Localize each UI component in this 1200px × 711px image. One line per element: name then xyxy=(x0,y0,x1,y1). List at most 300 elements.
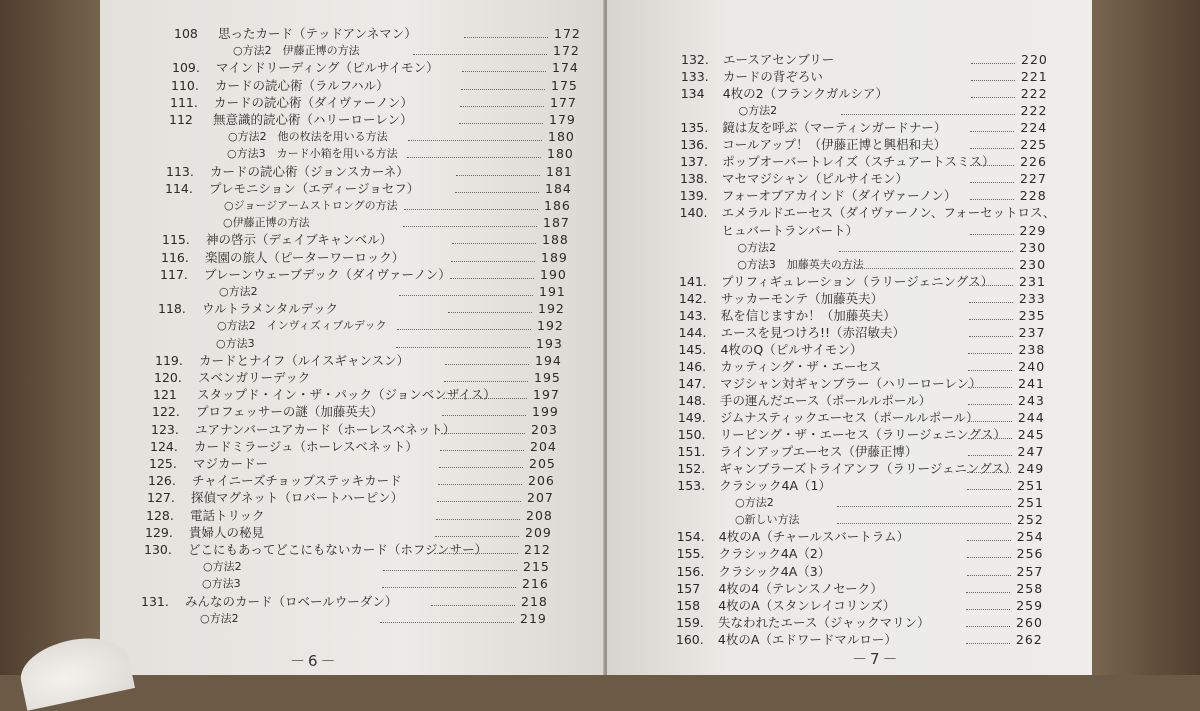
leader-dots xyxy=(837,523,1011,524)
leader-dots xyxy=(404,209,538,210)
toc-entry xyxy=(148,473,568,489)
leader-dots xyxy=(448,312,532,313)
entry-title: カードの背ぞろい xyxy=(722,69,823,85)
entry-page-number: 192 xyxy=(538,301,565,317)
entry-page-number: 240 xyxy=(1018,358,1046,374)
leader-dots xyxy=(968,438,1012,439)
entry-title: 電話トリック xyxy=(190,507,265,523)
entry-title: ○伊藤正博の方法 xyxy=(223,216,310,230)
entry-page-number: 241 xyxy=(1018,375,1045,391)
entry-number: 121 xyxy=(153,387,177,403)
toc-entry xyxy=(676,581,1076,597)
leader-dots xyxy=(383,570,517,571)
entry-number: 144. xyxy=(678,324,707,340)
entry-number: 147. xyxy=(678,375,706,391)
entry-title: ○方法3 カード小箱を用いる方法 xyxy=(227,147,398,161)
leader-dots xyxy=(461,89,545,90)
entry-title: 4枚のQ（ピルサイモン） xyxy=(720,341,863,357)
entry-page-number: 260 xyxy=(1016,614,1043,630)
toc-entry xyxy=(140,611,560,627)
entry-title: カードの読心術（ダイヴァーノン） xyxy=(214,94,413,110)
entry-number: 146. xyxy=(678,358,707,374)
entry-number: 117. xyxy=(160,266,188,282)
leader-dots xyxy=(969,285,1013,286)
leader-dots xyxy=(839,268,1013,269)
toc-entry xyxy=(165,181,585,197)
toc-entry xyxy=(677,495,1077,511)
entry-page-number: 191 xyxy=(539,284,566,299)
leader-dots xyxy=(839,251,1013,252)
entry-page-number: 256 xyxy=(1016,546,1044,562)
entry-title: クラシック4A（3） xyxy=(718,563,831,579)
leader-dots xyxy=(380,622,514,623)
entry-page-number: 187 xyxy=(543,215,570,231)
toc-entry xyxy=(677,512,1077,528)
toc-entry xyxy=(173,43,593,59)
entry-title: マセマジシャン（ピルサイモン） xyxy=(721,171,909,187)
entry-title: 私を信じますか！（加藤英夫） xyxy=(720,307,896,323)
leader-dots xyxy=(968,404,1012,405)
leader-dots xyxy=(970,182,1014,183)
leader-dots xyxy=(970,199,1014,200)
leader-dots xyxy=(436,519,520,520)
toc-entry xyxy=(681,103,1081,119)
toc-entry xyxy=(150,439,570,455)
entry-title: カードミラージュ（ホーレスベネット） xyxy=(194,438,418,454)
toc-entry xyxy=(678,342,1078,358)
toc-entry xyxy=(679,325,1079,341)
entry-page-number: 193 xyxy=(536,335,563,351)
entry-number: 118. xyxy=(158,301,186,317)
toc-entry xyxy=(141,594,561,610)
entry-title: 4枚のA（スタンレイコリンズ） xyxy=(718,597,896,613)
entry-number: 145. xyxy=(678,341,707,357)
toc-entry xyxy=(146,508,566,524)
toc-entry xyxy=(680,188,1080,204)
entry-page-number: 221 xyxy=(1020,69,1048,85)
entry-page-number: 215 xyxy=(523,559,550,575)
toc-entry xyxy=(677,461,1077,477)
toc-entry xyxy=(680,137,1080,153)
leader-dots xyxy=(464,37,548,38)
entry-page-number: 230 xyxy=(1019,239,1047,255)
leader-dots xyxy=(969,302,1013,303)
entry-title: どこにもあってどこにもないカード（ホフジンサー） xyxy=(188,542,488,557)
entry-page-number: 186 xyxy=(544,198,571,213)
entry-number: 108 xyxy=(174,26,198,41)
toc-entry xyxy=(678,393,1078,409)
entry-number: 129. xyxy=(145,524,173,540)
entry-page-number: 172 xyxy=(554,26,581,41)
page-number-right: －7－ xyxy=(852,650,901,668)
entry-page-number: 175 xyxy=(551,77,578,93)
leader-dots xyxy=(970,234,1014,235)
toc-entry xyxy=(679,291,1079,307)
entry-page-number: 212 xyxy=(524,542,551,557)
entry-page-number: 199 xyxy=(532,404,559,420)
leader-dots xyxy=(396,347,530,348)
toc-entry xyxy=(676,615,1076,631)
toc-entry xyxy=(680,120,1080,136)
entry-title: 4枚のA（エドワードマルロー） xyxy=(717,631,897,647)
entry-number: 158 xyxy=(676,597,701,613)
entry-title: カードの読心術（ジョンスカーネ） xyxy=(210,163,409,179)
entry-number: 130. xyxy=(144,542,172,557)
leader-dots xyxy=(443,398,527,399)
entry-page-number: 207 xyxy=(527,490,554,506)
toc-entry xyxy=(159,284,579,300)
toc-entry xyxy=(681,69,1081,85)
entry-title: 失なわれたエース（ジャックマリン） xyxy=(718,614,930,630)
entry-number: 119. xyxy=(155,352,183,368)
toc-entry xyxy=(151,422,571,438)
entry-page-number: 189 xyxy=(541,249,568,265)
entry-number: 112 xyxy=(169,112,193,127)
leader-dots xyxy=(403,226,537,227)
leader-dots xyxy=(967,540,1011,541)
entry-number: 133. xyxy=(680,69,709,85)
entry-title: 無意識的読心術（ハリーローレン） xyxy=(213,112,413,127)
entry-title: カードとナイフ（ルイスギャンスン） xyxy=(199,352,410,368)
entry-number: 134 xyxy=(680,86,705,102)
entry-title: スタップド・イン・ザ・パック（ジョンベンザイス） xyxy=(197,387,496,403)
entry-page-number: 262 xyxy=(1015,631,1043,647)
toc-entry xyxy=(681,52,1081,68)
toc-entry xyxy=(143,559,563,575)
entry-page-number: 172 xyxy=(553,43,580,59)
leader-dots xyxy=(967,472,1011,473)
entry-title: ヒュバートランバート） xyxy=(721,222,859,238)
toc-entry xyxy=(679,274,1079,290)
entry-page-number: 222 xyxy=(1020,86,1048,102)
entry-page-number: 257 xyxy=(1016,563,1044,579)
entry-page-number: 245 xyxy=(1017,427,1045,443)
entry-page-number: 235 xyxy=(1018,307,1046,323)
entry-page-number: 180 xyxy=(547,146,574,162)
leader-dots xyxy=(413,54,547,55)
leader-dots xyxy=(460,106,544,107)
entry-number: 160. xyxy=(675,631,704,647)
toc-entry xyxy=(679,308,1079,324)
entry-title: ○方法3 xyxy=(216,336,255,350)
entry-title: リーピング・ザ・エーセス（ラリージェニングス） xyxy=(719,427,1006,443)
toc-entry xyxy=(161,250,581,266)
entry-page-number: 209 xyxy=(525,524,552,540)
leader-dots xyxy=(382,587,516,588)
leader-dots xyxy=(441,433,525,434)
entry-number: 125. xyxy=(149,456,177,471)
entry-title: ○方法2 xyxy=(738,104,778,118)
entry-title: 探偵マグネット（ロバートハーピン） xyxy=(191,490,404,506)
entry-page-number: 190 xyxy=(540,266,567,282)
entry-number: 141. xyxy=(679,273,707,289)
leader-dots xyxy=(967,557,1011,558)
leader-dots xyxy=(407,157,541,158)
leader-dots xyxy=(971,97,1015,98)
leader-dots xyxy=(450,278,534,279)
entry-title: ギャンブラーズトライアンフ（ラリージェニングス） xyxy=(719,461,1017,477)
entry-page-number: 203 xyxy=(531,421,558,437)
table-surface-left xyxy=(0,0,110,675)
entry-title: ブレーンウェーブデック（ダイヴァーノン） xyxy=(204,266,451,282)
toc-entry xyxy=(149,456,569,472)
entry-title: ○方法2 xyxy=(203,560,242,574)
entry-title: ○方法2 xyxy=(735,496,774,510)
entry-number: 143. xyxy=(678,307,707,323)
leader-dots xyxy=(971,80,1015,81)
entry-number: 114. xyxy=(165,180,193,196)
toc-entry xyxy=(678,359,1078,375)
entry-number: 135. xyxy=(680,120,709,136)
entry-number: 151. xyxy=(677,444,706,460)
entry-title: ○ジョージアームストロングの方法 xyxy=(224,199,398,212)
entry-page-number: 174 xyxy=(552,60,579,76)
toc-entry xyxy=(164,198,584,214)
leader-dots xyxy=(455,192,539,193)
toc-entry xyxy=(677,529,1077,545)
entry-page-number: 179 xyxy=(549,112,576,127)
toc-entry xyxy=(174,26,594,42)
entry-page-number: 259 xyxy=(1016,597,1044,613)
entry-page-number: 227 xyxy=(1019,171,1047,187)
entry-page-number: 218 xyxy=(521,593,548,609)
entry-title: 思ったカード（テッドアンネマン） xyxy=(218,26,417,41)
entry-page-number: 181 xyxy=(546,163,573,179)
entry-number: 115. xyxy=(162,232,190,248)
leader-dots xyxy=(970,148,1014,149)
entry-page-number: 205 xyxy=(529,456,556,471)
toc-entry xyxy=(677,564,1077,580)
entry-page-number: 195 xyxy=(534,370,561,385)
entry-number: 157 xyxy=(676,580,701,596)
entry-title: カッティング・ザ・エーセス xyxy=(720,358,882,374)
entry-title: ○方法2 伊藤正博の方法 xyxy=(233,44,360,58)
entry-page-number: 238 xyxy=(1018,341,1046,357)
leader-dots xyxy=(408,140,542,141)
entry-title: プリフィギュレーション（ラリージェニングス） xyxy=(721,273,994,289)
leader-dots xyxy=(435,536,519,537)
leader-dots xyxy=(967,489,1011,490)
entry-page-number: 222 xyxy=(1020,103,1048,119)
leader-dots xyxy=(966,643,1010,644)
toc-entry xyxy=(144,542,564,558)
entry-page-number: 180 xyxy=(548,129,575,145)
entry-page-number: 229 xyxy=(1019,222,1047,238)
toc-entry xyxy=(169,112,589,128)
toc-entry xyxy=(680,171,1080,187)
toc-entry xyxy=(678,444,1078,460)
entry-title: ○方法2 他の枚法を用いる方法 xyxy=(228,130,388,144)
entry-title: スベンガリーデック xyxy=(198,370,311,385)
leader-dots xyxy=(459,123,543,124)
entry-title: チャイニーズチョップステッキカード xyxy=(192,473,402,489)
toc-entry xyxy=(166,164,586,180)
entry-page-number: 252 xyxy=(1016,512,1044,528)
entry-page-number: 206 xyxy=(528,473,555,489)
entry-title: ポップオーバートレイズ（スチュアートスミス） xyxy=(722,154,995,170)
entry-page-number: 243 xyxy=(1018,393,1045,408)
entry-title: プレモニション（エディージョセフ） xyxy=(209,180,420,196)
entry-number: 140. xyxy=(679,205,708,221)
entry-title: コールアップ！（伊藤正博と興梠和夫） xyxy=(722,137,947,153)
entry-page-number: 220 xyxy=(1021,52,1048,67)
toc-entry xyxy=(147,490,567,506)
leader-dots xyxy=(438,484,522,485)
leader-dots xyxy=(440,450,524,451)
entry-page-number: 224 xyxy=(1020,120,1048,136)
entry-title: ○方法3 xyxy=(202,577,241,591)
toc-entry xyxy=(676,632,1076,648)
leader-dots xyxy=(966,626,1010,627)
entry-number: 126. xyxy=(148,473,176,489)
entry-title: マジシャン対ギャンブラー（ハリーローレン） xyxy=(720,375,982,391)
entry-number: 155. xyxy=(676,546,705,562)
leader-dots xyxy=(397,329,531,330)
leader-dots xyxy=(444,381,528,382)
right-page xyxy=(607,0,1092,675)
leader-dots xyxy=(837,506,1011,507)
entry-page-number: 197 xyxy=(533,387,560,403)
entry-number: 122. xyxy=(152,404,180,420)
entry-title: フォーオブアカインド（ダイヴァーノン） xyxy=(721,188,957,204)
leader-dots xyxy=(451,261,535,262)
toc-entry xyxy=(680,205,1080,221)
entry-title: ○方法2 xyxy=(200,611,239,625)
entry-number: 159. xyxy=(676,614,704,630)
entry-title: 貴婦人の秘見 xyxy=(189,524,265,540)
entry-title: ○方法3 加藤英夫の方法 xyxy=(737,257,864,271)
leader-dots xyxy=(967,575,1011,576)
toc-entry xyxy=(172,60,592,76)
entry-page-number: 177 xyxy=(550,94,577,110)
entry-page-number: 244 xyxy=(1017,410,1045,426)
entry-title: ジムナスティックエーセス（ポールルポール） xyxy=(719,410,979,426)
leader-dots xyxy=(968,421,1012,422)
entry-page-number: 188 xyxy=(542,232,569,248)
entry-number: 132. xyxy=(681,52,709,67)
toc-entry xyxy=(153,387,573,403)
entry-title: 4枚の2（フランクガルシア） xyxy=(722,86,889,102)
toc-entry xyxy=(158,301,578,317)
toc-entry xyxy=(157,318,577,334)
entry-number: 110. xyxy=(171,77,199,93)
entry-number: 150. xyxy=(677,427,706,443)
entry-number: 156. xyxy=(676,563,705,579)
leader-dots xyxy=(969,319,1013,320)
toc-entry xyxy=(152,404,572,420)
toc-entry xyxy=(679,257,1079,273)
entry-title: サッカーモンテ（加藤英夫） xyxy=(720,290,884,306)
entry-title: ○方法2 xyxy=(219,285,258,298)
entry-number: 142. xyxy=(678,290,707,306)
entry-title: みんなのカード（ロベールウーダン） xyxy=(185,593,398,609)
entry-title: カードの読心術（ラルフハル） xyxy=(215,77,389,93)
entry-title: ウルトラメンタルデック xyxy=(202,301,339,317)
entry-number: 148. xyxy=(678,393,706,408)
entry-page-number: 230 xyxy=(1019,256,1047,272)
entry-page-number: 249 xyxy=(1017,461,1045,477)
table-surface-right xyxy=(1090,0,1200,675)
entry-number: 109. xyxy=(172,60,200,76)
toc-entry xyxy=(678,410,1078,426)
entry-page-number: 258 xyxy=(1016,580,1044,596)
toc-entry xyxy=(155,353,575,369)
leader-dots xyxy=(971,63,1015,64)
toc-entry xyxy=(680,223,1080,239)
entry-title: ○新しい方法 xyxy=(734,513,800,527)
entry-number: 138. xyxy=(679,171,708,187)
toc-entry xyxy=(154,370,574,386)
leader-dots xyxy=(966,609,1010,610)
entry-title: プロフェッサーの謎（加藤英夫） xyxy=(196,404,383,420)
entry-title: 神の啓示（デェイブキャンベル） xyxy=(206,232,393,248)
leader-dots xyxy=(968,370,1012,371)
entry-number: 154. xyxy=(676,529,705,545)
entry-page-number: 237 xyxy=(1018,324,1046,340)
entry-title: 鏡は友を呼ぶ（マーティンガードナー） xyxy=(722,120,947,136)
entry-page-number: 194 xyxy=(535,352,562,368)
toc-entry xyxy=(679,240,1079,256)
entry-page-number: 219 xyxy=(520,610,547,626)
entry-number: 153. xyxy=(677,478,706,494)
entry-page-number: 208 xyxy=(526,507,553,523)
toc-entry xyxy=(156,336,576,352)
toc-entry xyxy=(678,376,1078,392)
leader-dots xyxy=(399,295,533,296)
entry-title: エースを見つけろ!!（赤沼敏夫） xyxy=(720,324,905,340)
entry-title: 4枚のA（チャールスバートラム） xyxy=(718,529,910,545)
entry-title: 手の運んだエース（ポールルポール） xyxy=(720,393,932,408)
entry-title: エメラルドエーセス（ダイヴァーノン、フォーセットロス、 xyxy=(721,205,1056,221)
leader-dots xyxy=(445,364,529,365)
entry-number: 113. xyxy=(166,163,194,179)
toc-entry xyxy=(167,146,587,162)
leader-dots xyxy=(439,467,523,468)
toc-entry xyxy=(677,478,1077,494)
entry-title: マジカードー xyxy=(193,456,269,471)
toc-entry xyxy=(162,232,582,248)
entry-page-number: 233 xyxy=(1018,290,1046,306)
toc-entry xyxy=(678,427,1078,443)
entry-page-number: 225 xyxy=(1020,137,1048,153)
entry-page-number: 251 xyxy=(1017,495,1044,511)
entry-number: 149. xyxy=(677,410,706,426)
entry-number: 137. xyxy=(680,154,708,170)
entry-page-number: 254 xyxy=(1016,529,1044,545)
leader-dots xyxy=(969,336,1013,337)
page-number-left: －6－ xyxy=(290,652,339,670)
entry-title: 楽園の旅人（ピーターワーロック） xyxy=(205,249,405,265)
leader-dots xyxy=(970,165,1014,166)
entry-title: ユアナンバーユアカード（ホーレスベネット） xyxy=(195,421,456,437)
entry-title: マインドリーディング（ピルサイモン） xyxy=(216,60,439,76)
entry-page-number: 216 xyxy=(522,576,549,592)
leader-dots xyxy=(968,455,1012,456)
leader-dots xyxy=(841,114,1015,115)
leader-dots xyxy=(456,175,540,176)
entry-page-number: 184 xyxy=(545,180,572,196)
leader-dots xyxy=(431,605,515,606)
entry-page-number: 226 xyxy=(1020,154,1047,170)
toc-entry xyxy=(142,576,562,592)
entry-title: クラシック4A（1） xyxy=(719,478,831,494)
entry-page-number: 228 xyxy=(1019,188,1047,204)
entry-number: 152. xyxy=(677,461,706,477)
entry-page-number: 231 xyxy=(1019,273,1046,289)
entry-title: ラインアップエーセス（伊藤正博） xyxy=(719,444,918,460)
toc-entry xyxy=(168,129,588,145)
leader-dots xyxy=(437,501,521,502)
